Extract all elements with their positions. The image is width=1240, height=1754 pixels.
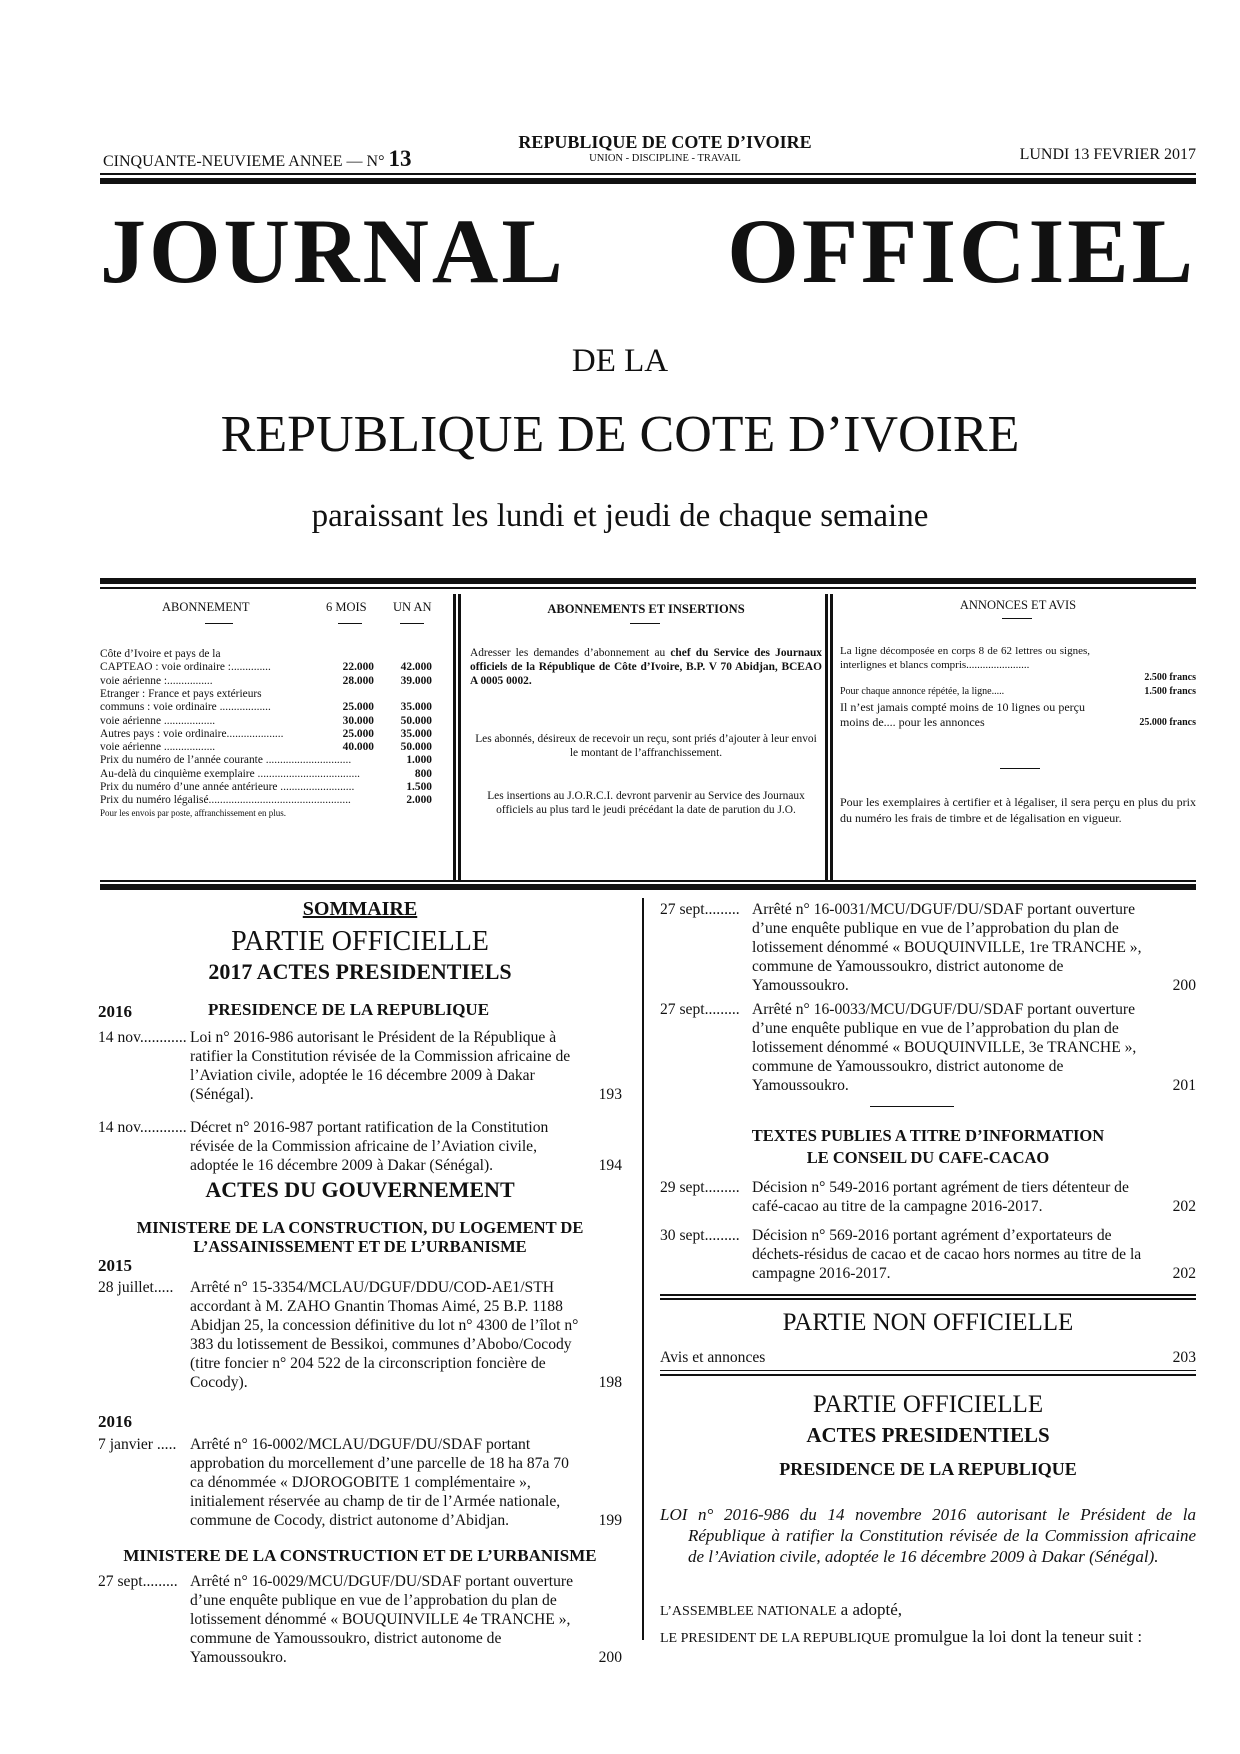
annonces-box [840, 596, 1196, 880]
entry-page: 202 [1172, 1198, 1196, 1215]
actes-gouvernement-title: ACTES DU GOUVERNEMENT [205, 1177, 515, 1202]
header-rule [100, 173, 1196, 175]
subscription-line-label: Prix du numéro légalisé.................................................. [100, 794, 351, 807]
body-presidence: PRESIDENCE DE LA REPUBLIQUE [779, 1459, 1077, 1479]
subscription-price-unan: 1.000 [406, 754, 432, 767]
sommaire-title: SOMMAIRE [302, 898, 418, 920]
insertions-title: ABONNEMENTS ET INSERTIONS [547, 602, 745, 616]
entry-text: Arrêté n° 15-3354/MCLAU/DGUF/DDU/COD-AE1/STH accordant à M. ZAHO Gnantin Thomas Aimé, 25 B.P. 1188 Abidjan 25, la concession définitive du lot n° 4300 de l’îlot n° 383 du lotissement de Bessikoi, communes d’Abobo/Cocody (titre foncier n° 204 522 de la circonscription foncière de Cocody). [190, 1279, 579, 1391]
entry-page: 200 [1172, 977, 1196, 994]
subscription-line [100, 754, 440, 767]
assemblee-caps: L’ASSEMBLEE NATIONALE [660, 1604, 837, 1619]
loi-title [660, 1504, 1196, 1567]
textes-information-heading: TEXTES PUBLIES A TITRE D’INFORMATION [751, 1126, 1105, 1145]
subscription-price-unan: 35.000 [400, 701, 432, 714]
subscription-price-6mois: 25.000 [342, 701, 374, 714]
entry-text: Arrêté n° 16-0029/MCU/DGUF/DU/SDAF portant ouverture d’une enquête publique en vue de l’approbation du plan de lotissement dénommé « BOUQUINVILLE 4e TRANCHE », commune de Yamoussoukro, district autonome de Yamoussoukro. [190, 1573, 574, 1666]
masthead-republic: REPUBLIQUE DE COTE D’IVOIRE [220, 406, 1020, 463]
masthead-title [100, 200, 1196, 302]
year-2016-b: 2016 [98, 1412, 132, 1431]
annonces-title: ANNONCES ET AVIS [959, 598, 1077, 612]
annonces-price2: 1.500 francs [1144, 686, 1196, 697]
subscription-price-6mois: 30.000 [342, 714, 374, 727]
issue-date: LUNDI 13 FEVRIER 2017 [1019, 146, 1196, 163]
sommaire-entry-6 [660, 900, 1196, 996]
subscription-line-label: Pour les envois par poste, affranchissement en plus. [100, 807, 287, 818]
subscription-box [100, 596, 450, 880]
subscription-line [100, 715, 440, 728]
partie-officielle-title: PARTIE OFFICIELLE [231, 926, 489, 957]
subscription-col-unan: UN AN [393, 600, 432, 614]
sommaire-entry-1 [98, 1028, 622, 1114]
assemblee-line [660, 1600, 1196, 1621]
subscription-price-unan: 2.000 [406, 794, 432, 807]
info-top-rule-thin [100, 587, 1196, 589]
subscription-line-label: Prix du numéro de l’année courante .............................. [100, 754, 352, 767]
info-top-rule [100, 578, 1196, 584]
sommaire-left [98, 898, 622, 1666]
masthead-officiel: OFFICIEL [727, 200, 1196, 302]
insertions-p1-b: chef du Service des Journaux officiels de la République de Côte d’Ivoire, B.P. V 70 Abidjan, BCEAO A 0005 0002. [470, 647, 822, 687]
subscription-price-6mois: 22.000 [342, 661, 374, 674]
insertions-p2: Les abonnés, désireux de recevoir un reçu, sont priés d’ajouter à leur envoi le montant de l’affranchissement. [475, 733, 817, 759]
sommaire-entry-2 [98, 1118, 622, 1178]
annonces-note: Pour les exemplaires à certifier et à légaliser, il sera perçu en plus du prix du numéro les frais de timbre et de légalisation en vigueur. [840, 795, 1196, 825]
subscription-line-label: Autres pays : voie ordinaire.................... [100, 727, 284, 740]
ministere-construction-urbanisme: MINISTERE DE LA CONSTRUCTION ET DE L’URBANISME [123, 1546, 597, 1565]
entry-date: 30 sept......... [660, 1227, 740, 1244]
subscription-price-unan: 35.000 [400, 727, 432, 740]
subscription-line-label: voie aérienne :................ [100, 674, 213, 687]
avis-annonces-page: 203 [1172, 1349, 1196, 1366]
subscription-price-6mois: 40.000 [342, 741, 374, 754]
subscription-price-unan: 39.000 [400, 674, 432, 687]
subscription-line [100, 661, 440, 674]
masthead-de-la: DE LA [571, 343, 669, 379]
subscription-line [100, 675, 440, 688]
subscription-price-unan: 800 [414, 767, 432, 780]
entry-date: 14 nov............ [98, 1119, 187, 1136]
entry-page: 201 [1172, 1077, 1196, 1094]
entry-text: Décision n° 549-2016 portant agrément de tiers détenteur de café-cacao au titre de la campagne 2016-2017. [752, 1179, 1129, 1215]
year-2016-a: 2016 [98, 1002, 132, 1021]
subscription-price-unan: 42.000 [400, 661, 432, 674]
president-line [660, 1626, 1196, 1649]
issue-prefix: CINQUANTE-NEUVIEME ANNEE — N° [103, 153, 385, 170]
sommaire-entry-7 [660, 1000, 1196, 1096]
annonces-price1: 2.500 francs [1144, 672, 1196, 683]
assemblee-rest: a adopté, [836, 1600, 903, 1619]
entry-date: 14 nov............ [98, 1029, 187, 1046]
sommaire-entry-8 [660, 1178, 1196, 1222]
subscription-line-label: Etranger : France et pays extérieurs [100, 687, 262, 700]
partie-non-rule [660, 1294, 1196, 1296]
sommaire-entry-3 [98, 1278, 622, 1408]
issue-info [103, 146, 411, 172]
sommaire-entry-9 [660, 1226, 1196, 1288]
subscription-line [100, 781, 440, 794]
sommaire-entry-4 [98, 1435, 622, 1543]
entry-text: Arrêté n° 16-0033/MCU/DGUF/DU/SDAF portant ouverture d’une enquête publique en vue de l’approbation du plan de lotissement dénommé « BOUQUINVILLE, 3e TRANCHE », commune de Yamoussoukro, district autonome de Yamoussoukro. [752, 1001, 1137, 1094]
header-rule-thick [100, 178, 1196, 184]
subscription-line-label: Prix du numéro d’une année antérieure .......................... [100, 781, 355, 793]
header-republic: REPUBLIQUE DE COTE D’IVOIRE [518, 132, 812, 152]
subscription-line-label: voie aérienne .................. [100, 741, 216, 754]
entry-date: 27 sept......... [660, 1001, 740, 1018]
subscription-line [100, 794, 440, 807]
info-bottom-rule [100, 884, 1196, 890]
ministere-construction-logement: MINISTERE DE LA CONSTRUCTION, DU LOGEMENT DE L’ASSAINISSEMENT ET DE L’URBANISME [136, 1218, 584, 1256]
insertions-p1 [470, 646, 822, 688]
annonces-line3: Il n’est jamais compté moins de 10 lignes ou perçu moins de.... pour les annonces [840, 700, 1085, 729]
partie-non-officielle-title: PARTIE NON OFFICIELLE [782, 1309, 1074, 1336]
entry-text: Décret n° 2016-987 portant ratification de la Constitution révisée de la Commission africaine de l’Aviation civile, adoptée le 16 décembre 2009 à Dakar (Sénégal). [190, 1119, 549, 1174]
conseil-cafe-cacao-heading: LE CONSEIL DU CAFE-CACAO [806, 1148, 1050, 1167]
info-bottom-rule-thin [100, 880, 1196, 882]
entry-text: Loi n° 2016-986 autorisant le Président de la République à ratifier la Constitution révisée de la Commission africaine de l’Aviation civile, adoptée le 16 décembre 2009 à Dakar (Sénégal). [190, 1029, 571, 1103]
subscription-price-6mois: 28.000 [342, 674, 374, 687]
entry-page: 198 [598, 1374, 622, 1391]
issue-number: 13 [388, 146, 412, 171]
entry-text: Arrêté n° 16-0031/MCU/DGUF/DU/SDAF portant ouverture d’une enquête publique en vue de l’approbation du plan de lotissement dénommé « BOUQUINVILLE, 1re TRANCHE », commune de Yamoussoukro, district autonome de Yamoussoukro. [752, 901, 1142, 994]
column-divider [642, 898, 644, 1640]
entry-page: 200 [598, 1649, 622, 1666]
entry-text: Arrêté n° 16-0002/MCLAU/DGUF/DU/SDAF portant approbation du morcellement d’une parcelle de 18 ha 87a 70 ca dénommée « DJOROGOBITE 1 complémentaire », initialement réservée au champ de tir de l’Armée nationale, commune de Cocody, district autonome d’Abidjan. [190, 1436, 569, 1529]
subscription-price-unan: 50.000 [400, 741, 432, 754]
entry-page: 199 [598, 1512, 622, 1529]
subscription-line-label: Côte d’Ivoire et pays de la [100, 648, 221, 660]
subscription-title: ABONNEMENT [162, 600, 250, 614]
subscription-price-unan: 50.000 [400, 714, 432, 727]
loi-text: LOI n° 2016-986 du 14 novembre 2016 autorisant le Président de la République à ratifier la Constitution révisée de la Commission africaine de l’Aviation civile, adoptée le 16 décembre 2009 à Dakar (Sénégal). [660, 1505, 1196, 1566]
subscription-line [100, 688, 440, 701]
entry-text: Décision n° 569-2016 portant agrément d’exportateurs de déchets-résidus de cacao et de cacao hors normes au titre de la campagne 2016-2017. [752, 1227, 1142, 1282]
entry-date: 29 sept......... [660, 1179, 740, 1196]
entry-page: 193 [598, 1086, 622, 1103]
entry-page: 202 [1172, 1265, 1196, 1282]
masthead-journal: JOURNAL [100, 200, 566, 302]
insertions-p1-a: Adresser les demandes d’abonnement au [470, 647, 671, 659]
president-rest: promulgue la loi dont la teneur suit : [889, 1627, 1143, 1646]
body-actes-presidentiels: ACTES PRESIDENTIELS [806, 1423, 1050, 1447]
avis-annonces-label: Avis et annonces [660, 1349, 766, 1366]
subscription-line [100, 741, 440, 754]
entry-date: 27 sept......... [98, 1573, 178, 1590]
actes-presidentiels-title: 2017 ACTES PRESIDENTIELS [208, 959, 512, 984]
entry-date: 27 sept......... [660, 901, 740, 918]
subscription-price-6mois: 25.000 [342, 727, 374, 740]
subscription-price-unan: 1.500 [406, 781, 432, 793]
insertions-box [470, 596, 822, 880]
subscription-line [100, 648, 440, 661]
entry-date: 7 janvier ..... [98, 1436, 177, 1453]
year-2015: 2015 [98, 1256, 132, 1275]
body-partie-officielle: PARTIE OFFICIELLE [812, 1391, 1044, 1418]
annonces-line2: Pour chaque annonce répétée, la ligne..... [840, 686, 1005, 697]
sommaire-right [660, 900, 1196, 1740]
subscription-line [100, 701, 440, 714]
subscription-line-label: Au-delà du cinquième exemplaire .................................... [100, 767, 361, 780]
header-center [505, 132, 825, 164]
subscription-line [100, 768, 440, 781]
box-divider-2 [825, 594, 833, 880]
annonces-price3: 25.000 francs [1139, 717, 1196, 728]
subscription-line-label: communs : voie ordinaire .................. [100, 701, 271, 714]
sommaire-entry-5 [98, 1572, 622, 1672]
subscription-col-6mois: 6 MOIS [326, 600, 367, 614]
subscription-line [100, 808, 440, 821]
masthead-frequency: paraissant les lundi et jeudi de chaque semaine [311, 498, 929, 534]
header-motto: UNION - DISCIPLINE - TRAVAIL [589, 153, 741, 164]
presidence-heading: PRESIDENCE DE LA REPUBLIQUE [208, 1000, 490, 1019]
president-caps: LE PRESIDENT DE LA REPUBLIQUE [660, 1631, 890, 1646]
subscription-line [100, 728, 440, 741]
entry-date: 28 juillet..... [98, 1279, 174, 1296]
entry-page: 194 [598, 1157, 622, 1174]
annonces-line1: La ligne décomposée en corps 8 de 62 lettres ou signes, interlignes et blancs compris....................... [840, 645, 1090, 671]
insertions-p3: Les insertions au J.O.R.C.I. devront parvenir au Service des Journaux officiels au plus tard le jeudi précédant la date de parution du J.O. [487, 790, 805, 816]
box-divider-1 [453, 594, 461, 880]
subscription-line-label: voie aérienne .................. [100, 714, 216, 727]
subscription-line-label: CAPTEAO : voie ordinaire :.............. [100, 661, 271, 674]
